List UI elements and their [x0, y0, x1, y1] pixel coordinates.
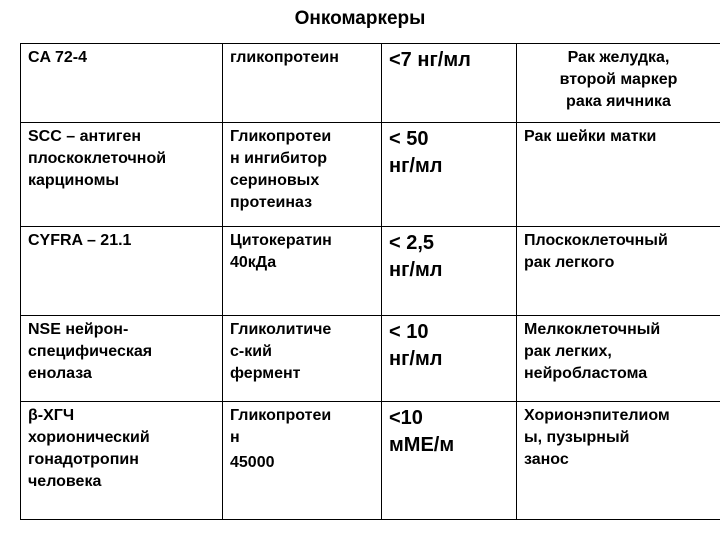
cell-line: CYFRA – 21.1 [28, 232, 132, 249]
table-row [21, 44, 720, 123]
table-row [21, 123, 720, 227]
cell-line: плоскоклеточной [28, 150, 167, 167]
cell-line: Гликопротеи [230, 128, 332, 145]
cell-line: специфическая [28, 343, 153, 360]
table-row [21, 227, 720, 316]
cell-line: SCC – антиген [28, 128, 142, 145]
cell-line: н [230, 429, 240, 446]
cell-line: Мелкоклеточный [524, 321, 661, 338]
cell-line: Цитокератин [230, 232, 332, 249]
cell-line: < 2,5 [389, 232, 435, 254]
cell-line: NSE нейрон- [28, 321, 129, 338]
norm-cell [382, 44, 517, 123]
use-cell [517, 402, 720, 520]
type-cell [223, 316, 382, 402]
use-cell [517, 227, 720, 316]
cell-line: нг/мл [389, 348, 443, 370]
type-cell [223, 123, 382, 227]
cell-line: протеиназ [230, 194, 313, 211]
cell-line: Рак шейки матки [524, 128, 657, 145]
cell-line: ы, пузырный [524, 429, 630, 446]
cell-line: 40кДа [230, 254, 277, 271]
cell-line: CA 72-4 [28, 49, 87, 66]
cell-line: гликопротеин [230, 49, 339, 66]
norm-cell [382, 227, 517, 316]
cell-line: гонадотропин [28, 451, 139, 468]
cell-line: второй маркер [559, 71, 678, 88]
norm-cell [382, 123, 517, 227]
cell-line: н ингибитор [230, 150, 327, 167]
cell-line: с-кий [230, 343, 272, 360]
cell-line: карциномы [28, 172, 120, 189]
cell-line: енолаза [28, 365, 92, 382]
marker-cell [21, 44, 223, 123]
marker-cell [21, 123, 223, 227]
cell-line: нг/мл [389, 155, 443, 177]
cell-line: Гликолитиче [230, 321, 332, 338]
cell-line: <10 [389, 407, 423, 429]
type-cell [223, 44, 382, 123]
cell-line: Хорионэпителиом [524, 407, 670, 424]
cell-line: рак легких, [524, 343, 612, 360]
cell-line: Рак желудка, [567, 49, 670, 66]
cell-line: Гликопротеи [230, 407, 332, 424]
type-cell [223, 227, 382, 316]
use-cell [517, 123, 720, 227]
type-cell [223, 402, 382, 520]
cell-line: 45000 [230, 454, 275, 471]
table-row [21, 402, 720, 520]
marker-cell [21, 316, 223, 402]
use-cell [517, 44, 720, 123]
cell-line: рак легкого [524, 254, 615, 271]
cell-line: <7 нг/мл [389, 49, 471, 71]
norm-cell [382, 316, 517, 402]
cell-line: рака яичника [566, 93, 671, 110]
cell-line: хорионический [28, 429, 150, 446]
table-row [21, 316, 720, 402]
marker-cell [21, 227, 223, 316]
use-cell [517, 316, 720, 402]
cell-line: человека [28, 473, 102, 490]
cell-line: мМЕ/м [389, 434, 455, 456]
cell-line: β-ХГЧ [28, 407, 75, 424]
cell-line: фермент [230, 365, 301, 382]
page-title: Онкомаркеры [294, 8, 426, 29]
norm-cell [382, 402, 517, 520]
cell-line: Плоскоклеточный [524, 232, 668, 249]
cell-line: нейробластома [524, 365, 648, 382]
cell-line: нг/мл [389, 259, 443, 281]
marker-cell [21, 402, 223, 520]
cell-line: сериновых [230, 172, 320, 189]
cell-line: < 10 [389, 321, 429, 343]
cell-line: < 50 [389, 128, 429, 150]
tumor-markers-table [20, 43, 720, 520]
cell-line: занос [524, 451, 569, 468]
